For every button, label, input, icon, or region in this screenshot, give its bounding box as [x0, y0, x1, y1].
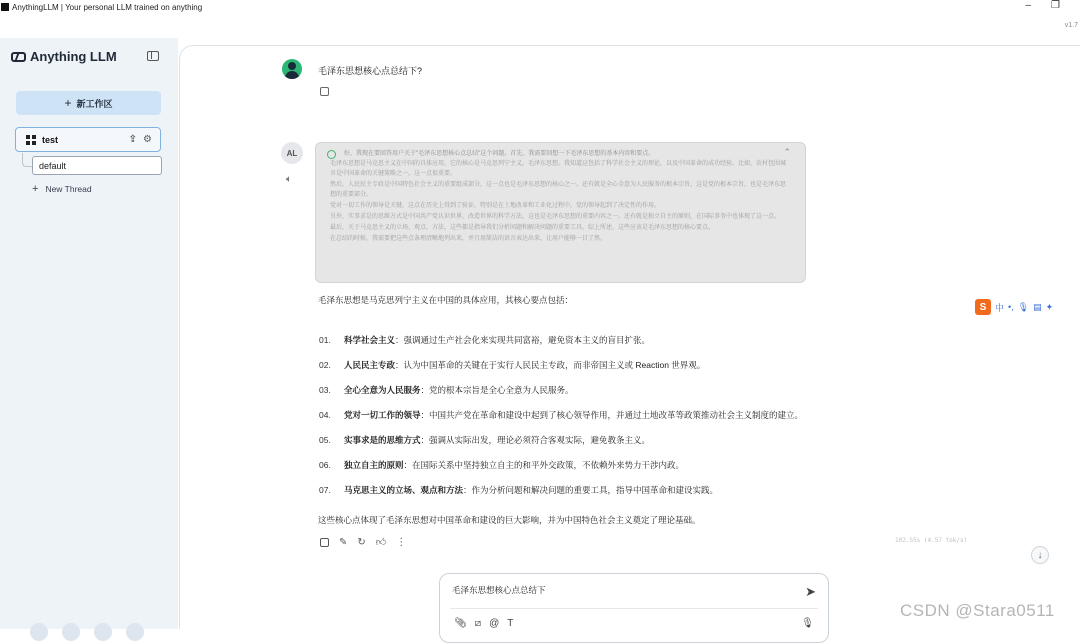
app-icon — [1, 3, 9, 11]
list-number: 01. — [319, 335, 331, 345]
sidebar-toggle-icon[interactable] — [147, 51, 159, 61]
list-term: 实事求是的思维方式 — [344, 435, 421, 445]
workspace-grid-icon — [26, 135, 36, 145]
scroll-down-icon[interactable]: ↓ — [1031, 546, 1049, 564]
thread-item-default[interactable]: default — [32, 156, 162, 175]
restore-icon[interactable]: ❐ — [1051, 0, 1060, 11]
list-item — [319, 384, 879, 409]
thumbs-up-icon[interactable]: 👍︎ — [375, 537, 387, 548]
list-number: 03. — [319, 385, 331, 395]
generation-metrics: 102.55s (4.57 tok/s) — [895, 537, 968, 544]
message-actions — [320, 536, 406, 548]
app-logo — [11, 49, 117, 64]
watermark: CSDN @Stara0511 — [900, 601, 1055, 620]
sidebar — [0, 38, 178, 629]
workspace-name: test — [42, 134, 59, 145]
list-desc: ：在国际关系中坚持独立自主的和平外交政策，不依赖外来势力干涉内政。 — [403, 460, 685, 470]
list-item — [319, 484, 879, 509]
list-desc: ：党的根本宗旨是全心全意为人民服务。 — [420, 385, 574, 395]
slash-command-icon[interactable]: ⧄ — [474, 618, 482, 629]
list-term: 党对一切工作的领导 — [344, 410, 421, 420]
thinking-paragraph: 毛泽东思想是马克思主义在中国的具体应用，它的核心是马克思列宁主义，毛泽东思想。我知道这包括了科学社会主义的理论，以及中国革命的成功经验。比如，农村包围城市是中国革命的关键策略之一，这一点很重要。 — [330, 161, 787, 177]
list-item — [319, 409, 879, 434]
list-desc: ：强调从实际出发，理论必须符合客观实际，避免教条主义。 — [420, 435, 651, 445]
list-number: 07. — [319, 485, 331, 495]
footer-icon[interactable] — [94, 623, 112, 641]
list-desc: ：认为中国革命的关键在于实行人民民主专政，而非帝国主义或 Reaction 世界观。 — [395, 360, 706, 370]
thinking-paragraph: 最后，关于马克思主义的立场、观点、方法，这些都是指导我们分析问题和解决问题的重要工具。综上所述，这些应该是毛泽东思想的核心要点。 — [330, 225, 715, 231]
list-term: 人民民主专政 — [344, 360, 396, 370]
gear-icon[interactable]: ⚙ — [143, 134, 152, 145]
composer-tools — [454, 618, 513, 629]
window-title: AnythingLLM | Your personal LLM trained on anything — [12, 2, 203, 12]
thinking-paragraph: 另外，实事求是的思维方式是中国共产党认识世界、改造世界的科学方法，这也是毛泽东思想的重要内容之一。还有就是独立自主的原则，在国际事务中也体现了这一点。 — [330, 214, 781, 220]
list-desc: ：强调通过生产社会化来实现共同富裕，避免资本主义的盲目扩张。 — [395, 335, 651, 345]
more-icon[interactable]: ⋮ — [396, 536, 407, 548]
list-item — [319, 434, 879, 459]
answer-intro: 毛泽东思想是马克思列宁主义在中国的具体应用，其核心要点包括： — [318, 295, 574, 305]
list-desc: ：作为分析问题和解决问题的重要工具，指导中国革命和建设实践。 — [463, 485, 719, 495]
list-number: 02. — [319, 360, 331, 370]
footer-icon[interactable] — [62, 623, 80, 641]
composer-input[interactable]: 毛泽东思想核心点总结下 — [452, 585, 546, 595]
new-workspace-label: 新工作区 — [76, 98, 113, 109]
plus-icon: + — [64, 96, 72, 110]
list-term: 马克思主义的立场、观点和方法 — [344, 485, 464, 495]
ime-keyboard-icon[interactable]: ▤ — [1033, 301, 1042, 312]
minimize-icon[interactable]: – — [1025, 0, 1032, 11]
list-desc: ：中国共产党在革命和建设中起到了核心领导作用，并通过土地改革等政策推动社会主义制度的建立。 — [420, 410, 804, 420]
list-number: 04. — [319, 410, 331, 420]
ime-skin-icon[interactable]: ✦ — [1045, 301, 1054, 312]
new-thread-label: New Thread — [45, 184, 92, 194]
composer-divider — [450, 608, 818, 609]
list-number: 05. — [319, 435, 331, 445]
message-composer[interactable] — [439, 573, 829, 643]
ime-toolbar — [975, 297, 1080, 317]
regenerate-icon[interactable]: ↻ — [357, 536, 366, 548]
thinking-block — [315, 142, 806, 283]
thinking-lead: 好，我现在要回答用户关于"毛泽东思想核心点总结"这个问题。首先，我需要回想一下毛泽东思想的基本内容和要点。 — [330, 149, 791, 159]
footer-icon[interactable] — [30, 623, 48, 641]
list-number: 06. — [319, 460, 331, 470]
list-term: 独立自主的原则 — [344, 460, 404, 470]
assistant-avatar: AL — [281, 142, 303, 164]
new-workspace-button[interactable] — [16, 91, 161, 115]
user-avatar — [282, 59, 302, 79]
logo-text: Anything LLM — [30, 49, 117, 64]
attach-icon[interactable]: 📎︎ — [454, 618, 467, 629]
at-mention-icon[interactable]: @ — [489, 618, 500, 629]
thinking-paragraph: 党对一切工作的领导是关键，这点在历史上得到了验证，特别是在土地改革和工业化过程中，党的领导起到了决定性的作用。 — [330, 203, 661, 209]
answer-summary: 这些核心点体现了毛泽东思想对中国革命和建设的巨大影响，并为中国特色社会主义奠定了理论基础。 — [318, 515, 701, 525]
logo-icon — [11, 52, 26, 62]
window-titlebar — [0, 0, 1080, 14]
text-format-icon[interactable]: T — [507, 618, 514, 629]
send-icon[interactable]: ➤ — [805, 584, 816, 599]
copy-icon[interactable] — [320, 87, 329, 96]
list-item — [319, 459, 879, 484]
microphone-icon[interactable]: 🎙︎ — [801, 618, 814, 629]
list-item — [319, 359, 879, 384]
list-term: 科学社会主义 — [344, 335, 396, 345]
workspace-item-test[interactable] — [15, 127, 161, 152]
ime-mode-label[interactable]: 中 — [995, 302, 1005, 313]
answer-list — [319, 334, 879, 509]
ime-punct-icon[interactable]: •, — [1008, 302, 1014, 312]
new-thread-button[interactable] — [32, 183, 92, 195]
version-label: v1.7 — [1064, 22, 1078, 29]
copy-icon[interactable] — [320, 538, 329, 547]
plus-icon: + — [32, 183, 39, 195]
speaker-icon[interactable]: 🔈︎ — [286, 174, 292, 185]
thinking-paragraph: 然后，人民民主专政是中国特色社会主义的重要组成部分，这一点也是毛泽东思想的核心之一。还有就是全心全意为人民服务的根本宗旨，这是党的根本宗旨，也是毛泽东思想的重要部分。 — [330, 182, 787, 198]
edit-icon[interactable]: ✎ — [339, 536, 348, 548]
upload-icon[interactable]: ⇪ — [128, 134, 138, 145]
thread-connector — [22, 153, 32, 167]
ime-mic-icon[interactable]: 🎙︎ — [1017, 301, 1030, 312]
list-item — [319, 334, 879, 359]
ime-logo-icon[interactable]: S — [975, 299, 991, 315]
thinking-paragraph: 在总结的时候，我需要把这些点条理清晰地列出来，并且用简洁的语言表达出来，让用户能够一目了然。 — [330, 236, 607, 242]
chevron-up-icon[interactable]: ⌃ — [783, 147, 791, 157]
list-term: 全心全意为人民服务 — [344, 385, 421, 395]
sidebar-footer-icons — [30, 623, 144, 641]
user-message: 毛泽东思想核心点总结下? — [318, 66, 423, 76]
footer-icon[interactable] — [126, 623, 144, 641]
